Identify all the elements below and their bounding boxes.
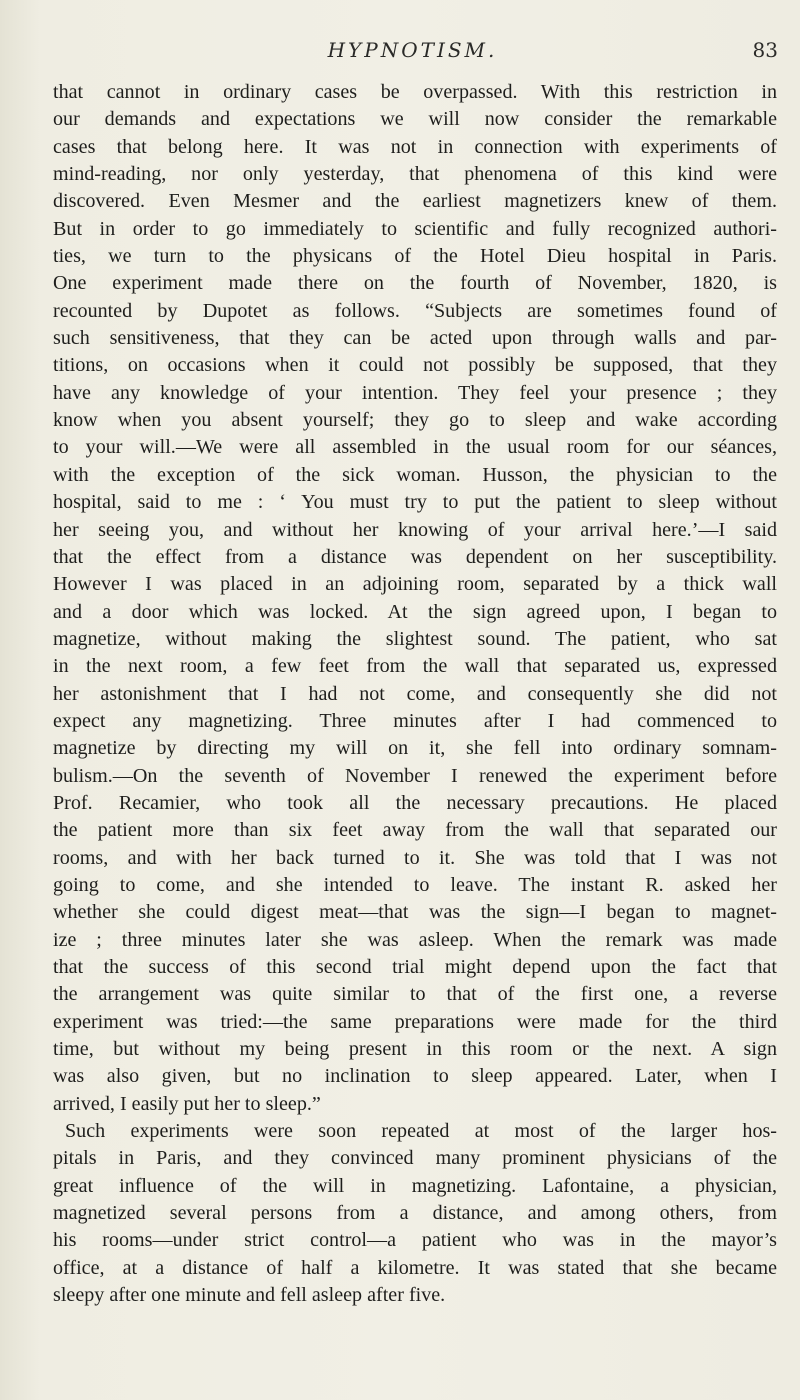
text-line: was also given, but no inclination to sleep appeared. Later, when I (53, 1065, 777, 1088)
text-line: hospital, said to me : ‘ You must try to put the patient to sleep without (53, 491, 777, 514)
text-line: office, at a distance of half a kilometre. It was stated that she became (53, 1256, 777, 1279)
text-line: arrived, I easily put her to sleep.” (53, 1092, 321, 1115)
text-line: magnetized several persons from a distance, and among others, from (53, 1202, 777, 1225)
text-line: magnetize by directing my will on it, she fell into ordinary somnam- (53, 737, 777, 760)
text-line: sleepy after one minute and fell asleep after five. (53, 1284, 446, 1307)
text-line: and a door which was locked. At the sign agreed upon, I began to (53, 600, 777, 623)
body-text (53, 79, 777, 1309)
text-line: that the success of this second trial might depend upon the fact that (53, 956, 777, 978)
text-line: in the next room, a few feet from the wall that separated us, expressed (53, 655, 777, 678)
text-line: time, but without my being present in this room or the next. A sign (53, 1038, 777, 1061)
text-line: magnetize, without making the slightest sound. The patient, who sat (53, 627, 777, 650)
page-number: 83 (752, 38, 778, 62)
text-line: her astonishment that I had not come, and consequently she did not (53, 682, 777, 705)
text-line: experiment was tried:—the same preparations were made for the third (53, 1010, 777, 1033)
text-line: the arrangement was quite similar to that of the first one, a reverse (53, 983, 777, 1006)
text-line: our demands and expectations we will now consider the remarkable (53, 108, 777, 131)
text-line: bulism.—On the seventh of November I renewed the experiment before (53, 764, 777, 787)
text-line: that cannot in ordinary cases be overpassed. With this restriction in (53, 81, 777, 103)
text-line: great influence of the will in magnetizing. Lafontaine, a physician, (53, 1174, 777, 1197)
text-line: going to come, and she intended to leave. The instant R. asked her (53, 873, 777, 896)
text-line: But in order to go immediately to scientific and fully recognized authori- (53, 217, 777, 240)
text-line: whether she could digest meat—that was the sign—I began to magnet- (53, 901, 777, 924)
running-head: HYPNOTISM. (327, 38, 498, 62)
text-line: cases that belong here. It was not in connection with experiments of (53, 135, 777, 158)
text-line: However I was placed in an adjoining room, separated by a thick wall (53, 573, 777, 596)
text-line: ize ; three minutes later she was asleep. When the remark was made (53, 928, 777, 951)
text-line: such sensitiveness, that they can be acted upon through walls and par- (53, 327, 777, 350)
text-line: the patient more than six feet away from the wall that separated our (53, 819, 777, 842)
text-line: expect any magnetizing. Three minutes after I had commenced to (53, 709, 777, 732)
text-line: pitals in Paris, and they convinced many prominent physicians of the (53, 1147, 777, 1170)
text-line: Such experiments were soon repeated at most of the larger hos- (65, 1120, 777, 1143)
text-line: mind-reading, nor only yesterday, that phenomena of this kind were (53, 163, 777, 186)
text-line: to your will.—We were all assembled in the usual room for our séances, (53, 436, 777, 459)
text-line: discovered. Even Mesmer and the earliest magnetizers knew of them. (53, 190, 777, 213)
page-header (45, 36, 780, 66)
text-line: know when you absent yourself; they go to sleep and wake according (53, 409, 777, 432)
text-line: have any knowledge of your intention. They feel your presence ; they (53, 381, 777, 404)
text-line: with the exception of the sick woman. Husson, the physician to the (53, 463, 777, 486)
text-line: ties, we turn to the physicans of the Hotel Dieu hospital in Paris. (53, 245, 777, 268)
text-line: rooms, and with her back turned to it. She was told that I was not (53, 846, 777, 869)
text-line: One experiment made there on the fourth of November, 1820, is (53, 272, 777, 295)
text-line: his rooms—under strict control—a patient who was in the mayor’s (53, 1229, 777, 1252)
text-line: titions, on occasions when it could not possibly be supposed, that they (53, 354, 777, 377)
text-line: that the effect from a distance was dependent on her susceptibility. (53, 545, 777, 568)
text-line: her seeing you, and without her knowing of your arrival here.’—I said (53, 518, 777, 541)
text-line: recounted by Dupotet as follows. “Subjects are sometimes found of (53, 299, 777, 322)
text-line: Prof. Recamier, who took all the necessary precautions. He placed (53, 791, 777, 814)
